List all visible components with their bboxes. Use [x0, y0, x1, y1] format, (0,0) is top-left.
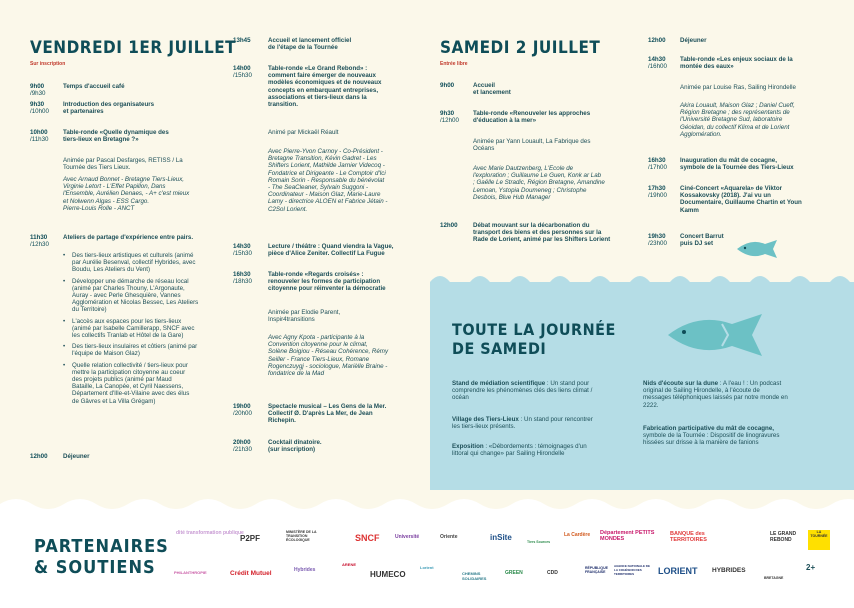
- partners-title: PARTENAIRES & SOUTIENS: [34, 536, 169, 578]
- time-label: 9h00: [440, 82, 455, 89]
- partner-logo: Département PETITS MONDES: [600, 530, 655, 542]
- fish-icon: [662, 312, 770, 358]
- event-speakers: Avec Marie Dautzenberg, L'Ecole de l'exploration ; Guillaume Le Guen, Konk ar Lab ; Gaëlle Le Stradic, Région Bretagne, Amandine Lemoan, Ystopia Doumeneg ; Christophe Desbois, Blue Hub Manager: [473, 165, 605, 201]
- partner-logo: Crédit Mutuel: [230, 570, 272, 577]
- event-speakers: Avec Pierre-Yvon Carnoy - Co-Président - Bretagne Transition, Kévin Gadret - Les Shifters Lorient, Mathilde Jarnier Videcoq - Fondatrice et Dirigeante - Le Comptoir d'Ici Romain Sorin - Responsable du bénévolat - The SeaCleaner, Sylvain Suggoni - Coordinateur - Maison Glaz, Marie-Laure Lamy - directrice ALOEN et Fabrice Jétain - C2Sol Lorient.: [268, 148, 388, 213]
- list-item: • Quelle relation collectivité / tiers-lieux pour mettre la participation citoyenne au coeur des projets publics (animé par Maud Bataille, La Canopée, et Cyril Naessens, Département d'Ille-et-Vilaine avec des élus de Gâvres et La Villa Grégam): [63, 362, 223, 405]
- event-speakers: Akira Louault, Maison Glaz ; Daniel Cueff, Région Bretagne ; des représentants de l'Université Bretagne Sud, laboratoire Géoidan, du collectif Klima et de Lorient Agglomération.: [680, 102, 795, 138]
- list-item: • L'accès aux espaces pour les tiers-lieux (animé par Isabelle Camillerapp, SNCF avec les collectifs Tranlab et Hôtel de la Gare): [63, 318, 223, 340]
- time-label: 11h30 /12h30: [30, 234, 49, 249]
- partner-logo: LORIENT: [658, 566, 698, 576]
- partner-logo: CDD: [547, 570, 558, 576]
- event-title: Introduction des organisateurs et partenaires: [63, 101, 155, 116]
- partner-logo: LE GRAND REBOND: [770, 531, 797, 543]
- partner-logo: Lorient: [420, 565, 434, 570]
- partner-logo: La Cardère: [564, 532, 591, 538]
- time-label: 17h30 /19h00: [648, 185, 667, 200]
- event-title: Concert Barrut puis DJ set: [680, 233, 724, 248]
- full-day-item: Exposition : «Débordements : témoignages d'un littoral qui change» par Sailing Hirondelle: [452, 443, 587, 458]
- partner-logo: ARENE: [342, 562, 357, 567]
- list-item: • Des tiers-lieux insulaires et côtiers (animé par l'équipe de Maison Glaz): [63, 343, 223, 357]
- partner-logo: MINISTÈRE DE LA TRANSITION ÉCOLOGIQUE: [286, 530, 317, 542]
- event-moderator: Animée par Louise Ras, Sailing Hirondelle: [680, 84, 796, 91]
- event-speakers: Avec Arnaud Bonnet - Bretagne Tiers-Lieux, Virginie Letort - L'Effet Papillon, Dans l'Ensemble, Aurélien Denaes, - A+ c'est mieux et Nolwenn Algas - ESS Cargo. Pierre-Louis Rolle - ANCT: [63, 176, 190, 212]
- event-title: Temps d'accueil café: [63, 83, 125, 90]
- event-title: Ciné-Concert «Aquarela» de Viktor Kossakovsky (2018). J'ai vu un Documentaire, Guillaume Chartin et Youn Kamm: [680, 185, 802, 214]
- friday-title: VENDREDI 1ER JUILLET: [30, 38, 237, 58]
- event-speakers: Avec Agny Kpota - participante à la Convention citoyenne pour le climat, Solène Boigiou - Réseau Cohérence, Rémy Seiller - France Tiers-Lieux, Romane Rogenczuygj - sociologue, Marièlle Braine - fondatrice de la Mad: [268, 334, 389, 378]
- event-title: Spectacle musical – Les Gens de la Mer. Collectif Ø. D'après La Mer, de Jean Richepin.: [268, 403, 387, 425]
- partner-logo: HUMECO: [370, 570, 406, 579]
- partner-logo: PHILANTHROPIE: [174, 570, 207, 575]
- saturday-title: SAMEDI 2 JUILLET: [440, 38, 601, 58]
- saturday-note: Entrée libre: [440, 61, 468, 67]
- full-day-title: TOUTE LA JOURNÉE DE SAMEDI: [452, 320, 616, 358]
- partner-logo: BANQUE des TERRITOIRES: [670, 531, 707, 543]
- partner-logo: P2PF: [240, 534, 261, 543]
- event-title: Table-ronde «Regards croisés» : renouveler les formes de participation citoyenne pour réinventer la démocratie: [268, 271, 386, 293]
- list-item: • Des tiers-lieux artistiques et culturels (animé par Aurélie Besenval, collectif Hybrides, avec Boudu, Les Ateliers du Vent): [63, 252, 223, 274]
- time-label: 13h45: [233, 37, 251, 44]
- time-label: 16h30 /18h30: [233, 271, 252, 286]
- event-title: Inauguration du mât de cocagne, symbole de la Tournée des Tiers-Lieux: [680, 157, 794, 172]
- event-moderator: Animé par Mickaël Réault: [268, 129, 339, 136]
- time-label: 9h30 /12h00: [440, 110, 459, 125]
- event-title: Table-ronde «Renouveler les approches d'éducation à la mer»: [473, 110, 591, 125]
- event-title: Lecture / théâtre : Quand viendra la Vague, pièce d'Alice Zeniter. Collectif La Fugue: [268, 243, 394, 258]
- partner-logo: Oriente: [440, 534, 458, 540]
- time-label: 12h00: [30, 453, 48, 460]
- time-label: 9h30 /10h00: [30, 101, 49, 116]
- partner-logo: dité transformation publique: [176, 530, 244, 536]
- partner-logo: BRETAGNE: [764, 576, 784, 580]
- time-label: 9h00 /9h30: [30, 83, 46, 98]
- time-label: 14h30 /15h30: [233, 243, 252, 258]
- time-label: 10h00 /11h30: [30, 129, 49, 144]
- friday-note: Sur inscription: [30, 61, 66, 67]
- partner-logo: LA TOURNÉE: [808, 530, 830, 550]
- partner-logo: 2+: [806, 563, 816, 572]
- full-day-item: Fabrication participative du mât de cocagne, symbole de la Tournée : Dispositif de linogravures hissées sur drisse à la manière de fanions: [643, 425, 780, 447]
- fish-icon: [733, 238, 781, 260]
- partner-logo: GREEN: [505, 570, 523, 576]
- list-item: • Développer une démarche de réseau local (animé par Charles Thouny, L'Argonaute, Auray - avec Perle Ghesquière, Vannes Agglomération et Nicolas Bessec, Les Ateliers du Territoire): [63, 278, 223, 314]
- event-title: Table-ronde «Quelle dynamique des tiers-lieux en Bretagne ?»: [63, 129, 169, 144]
- partner-logo: inSite: [490, 533, 512, 542]
- workshop-list: [63, 252, 223, 409]
- event-title: Table-ronde «Les enjeux sociaux de la montée des eaux»: [680, 56, 793, 71]
- event-title: Accueil et lancement officiel de l'étape de la Tournée: [268, 37, 352, 52]
- full-day-item: Nids d'écoute sur la dune : A l'eau ! : Un podcast original de Sailing Hirondelle, à l'écoute de messages téléphoniques laissés par notre monde en 2222.: [643, 380, 788, 409]
- partner-logo: CHEMINS SOLIDAIRES: [462, 571, 487, 581]
- event-moderator: Animée par Yann Louault, La Fabrique des Océans: [473, 138, 591, 153]
- event-moderator: Animée par Elodie Parent, Inspir4transitions: [268, 309, 341, 324]
- time-label: 20h00 /21h30: [233, 439, 252, 454]
- event-title: Déjeuner: [63, 453, 90, 460]
- full-day-item: Stand de médiation scientifique : Un stand pour comprendre les phénomènes clés des liens climat / océan: [452, 380, 593, 402]
- partner-logo: HYBRIDES: [712, 567, 746, 574]
- event-title: Table-ronde «Le Grand Rebond» : comment faire émerger de nouveaux modèles économiques et de nouveaux concepts en embarquant entreprises, associations et tiers-lieux dans la transition.: [268, 65, 382, 109]
- partner-logo: RÉPUBLIQUE FRANÇAISE: [585, 566, 608, 574]
- time-label: 14h30 /16h00: [648, 56, 667, 71]
- wave-divider: [0, 496, 854, 512]
- partner-logo: AGENCE NATIONALE DE LA COHÉSION DES TERRITOIRES: [614, 564, 650, 576]
- partner-logo: Tiers Sources: [527, 540, 551, 544]
- event-title: Déjeuner: [680, 37, 707, 44]
- event-title: Débat mouvant sur la décarbonation du transport des biens et des personnes sur la Rade de Lorient, animé par les Shifters Lorient: [473, 222, 611, 244]
- partner-logo: Université: [395, 534, 420, 540]
- event-moderator: Animée par Pascal Desfarges, RETISS / La Tournée des Tiers Lieux.: [63, 157, 183, 172]
- time-label: 14h00 /15h30: [233, 65, 252, 80]
- time-label: 12h00: [648, 37, 666, 44]
- event-title: Cocktail dînatoire. (sur inscription): [268, 439, 322, 454]
- partner-logo: Hybrides: [294, 567, 316, 573]
- partner-logo: SNCF: [355, 533, 380, 543]
- full-day-item: Village des Tiers-Lieux : Un stand pour rencontrer les tiers-lieux présents.: [452, 416, 593, 431]
- event-title: Accueil et lancement: [473, 82, 511, 97]
- time-label: 19h00 /20h00: [233, 403, 252, 418]
- event-title: Ateliers de partage d'expérience entre pairs.: [63, 234, 194, 241]
- time-label: 19h30 /23h00: [648, 233, 667, 248]
- time-label: 16h30 /17h00: [648, 157, 667, 172]
- time-label: 12h00: [440, 222, 458, 229]
